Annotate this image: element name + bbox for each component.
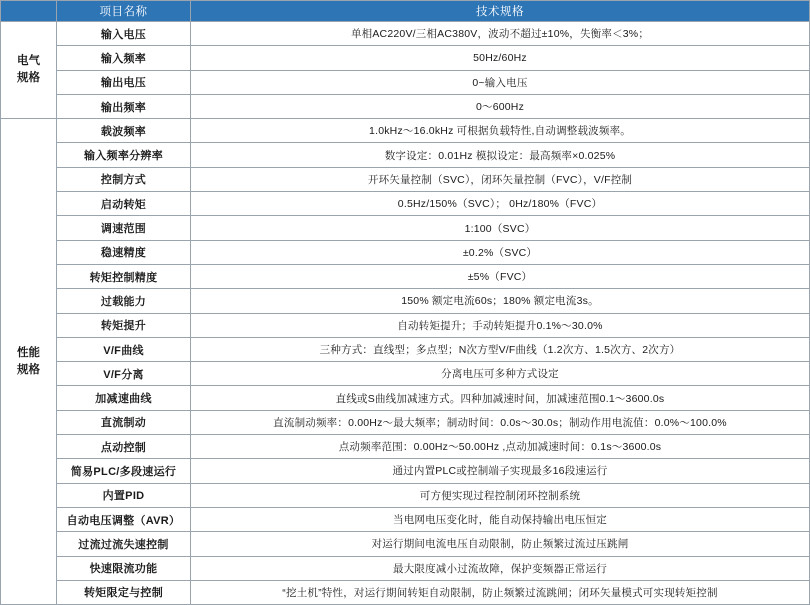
table-row xyxy=(1,240,810,264)
item-name: 载波频率 xyxy=(57,119,191,143)
header-item-name: 项目名称 xyxy=(57,1,191,22)
item-name: 加减速曲线 xyxy=(57,386,191,410)
table-row xyxy=(1,289,810,313)
header-technical-spec: 技术规格 xyxy=(191,1,810,22)
table-row xyxy=(1,46,810,70)
item-name: 输出频率 xyxy=(57,94,191,118)
item-spec: 1:100（SVC） xyxy=(191,216,810,240)
item-spec: 开环矢量控制（SVC），闭环矢量控制（FVC），V/F控制 xyxy=(191,167,810,191)
item-name: 启动转矩 xyxy=(57,192,191,216)
item-name: 快速限流功能 xyxy=(57,556,191,580)
group-label-line1: 电气 xyxy=(17,55,40,68)
item-name: 输入频率分辨率 xyxy=(57,143,191,167)
item-spec: 直线或S曲线加减速方式。四种加减速时间，加减速范围0.1～3600.0s xyxy=(191,386,810,410)
item-name: 调速范围 xyxy=(57,216,191,240)
header-corner-cell xyxy=(1,1,57,22)
table-row xyxy=(1,143,810,167)
item-name: 过流过流失速控制 xyxy=(57,532,191,556)
table-row xyxy=(1,22,810,46)
table-row xyxy=(1,532,810,556)
item-spec: 对运行期间电流电压自动限制，防止频繁过流过压跳闸 xyxy=(191,532,810,556)
table-row xyxy=(1,362,810,386)
item-name: 转矩控制精度 xyxy=(57,264,191,288)
table-row xyxy=(1,386,810,410)
item-name: 过载能力 xyxy=(57,289,191,313)
group-label-electrical xyxy=(1,22,57,119)
item-name: 简易PLC/多段速运行 xyxy=(57,459,191,483)
table-row xyxy=(1,216,810,240)
item-spec: 0.5Hz/150%（SVC）； 0Hz/180%（FVC） xyxy=(191,192,810,216)
table-body xyxy=(1,22,810,605)
table-row xyxy=(1,264,810,288)
item-name: 转矩提升 xyxy=(57,313,191,337)
item-name: 直流制动 xyxy=(57,410,191,434)
item-spec: 1.0kHz～16.0kHz 可根据负载特性,自动调整载波频率。 xyxy=(191,119,810,143)
item-name: 控制方式 xyxy=(57,167,191,191)
item-spec: 50Hz/60Hz xyxy=(191,46,810,70)
item-spec: 最大限度减小过流故障，保护变频器正常运行 xyxy=(191,556,810,580)
table-row xyxy=(1,192,810,216)
item-spec: 点动频率范围：0.00Hz～50.00Hz ,点动加减速时间：0.1s～3600.0s xyxy=(191,435,810,459)
item-spec: 可方便实现过程控制闭环控制系统 xyxy=(191,483,810,507)
item-spec: 单相AC220V/三相AC380V，波动不超过±10%，失衡率＜3%； xyxy=(191,22,810,46)
item-name: 稳速精度 xyxy=(57,240,191,264)
table-row xyxy=(1,410,810,434)
table-header xyxy=(1,1,810,22)
table-row xyxy=(1,313,810,337)
group-label-performance xyxy=(1,119,57,605)
item-spec: ±5%（FVC） xyxy=(191,264,810,288)
header-row xyxy=(1,1,810,22)
table-row xyxy=(1,70,810,94)
item-name: 转矩限定与控制 xyxy=(57,580,191,604)
item-spec: 直流制动频率：0.00Hz～最大频率；制动时间：0.0s～30.0s；制动作用电流值：0.0%～100.0% xyxy=(191,410,810,434)
item-name: 输入频率 xyxy=(57,46,191,70)
table-row xyxy=(1,119,810,143)
item-spec: 0~输入电压 xyxy=(191,70,810,94)
item-spec: 150% 额定电流60s；180% 额定电流3s。 xyxy=(191,289,810,313)
table-row xyxy=(1,167,810,191)
item-spec: “挖土机”特性，对运行期间转矩自动限制，防止频繁过流跳闸；闭环矢量模式可实现转矩控制 xyxy=(191,580,810,604)
table-row xyxy=(1,337,810,361)
item-spec: 通过内置PLC或控制端子实现最多16段速运行 xyxy=(191,459,810,483)
item-name: 内置PID xyxy=(57,483,191,507)
item-spec: ±0.2%（SVC） xyxy=(191,240,810,264)
table-row xyxy=(1,459,810,483)
item-spec: 当电网电压变化时，能自动保持输出电压恒定 xyxy=(191,507,810,531)
table-row xyxy=(1,94,810,118)
item-name: 自动电压调整（AVR） xyxy=(57,507,191,531)
item-spec: 数字设定：0.01Hz 模拟设定：最高频率×0.025% xyxy=(191,143,810,167)
group-label-line2: 规格 xyxy=(17,72,40,85)
item-name: 点动控制 xyxy=(57,435,191,459)
table-row xyxy=(1,580,810,604)
item-name: V/F曲线 xyxy=(57,337,191,361)
item-name: 输出电压 xyxy=(57,70,191,94)
item-name: 输入电压 xyxy=(57,22,191,46)
item-spec: 三种方式：直线型；多点型；N次方型V/F曲线（1.2次方、1.5次方、2次方） xyxy=(191,337,810,361)
table-row xyxy=(1,507,810,531)
group-label-line1: 性能 xyxy=(17,346,40,359)
table-row xyxy=(1,556,810,580)
item-spec: 0～600Hz xyxy=(191,94,810,118)
item-name: V/F分离 xyxy=(57,362,191,386)
group-label-line2: 规格 xyxy=(17,363,40,376)
item-spec: 分离电压可多种方式设定 xyxy=(191,362,810,386)
item-spec: 自动转矩提升；手动转矩提升0.1%～30.0% xyxy=(191,313,810,337)
table-row xyxy=(1,483,810,507)
table-row xyxy=(1,435,810,459)
